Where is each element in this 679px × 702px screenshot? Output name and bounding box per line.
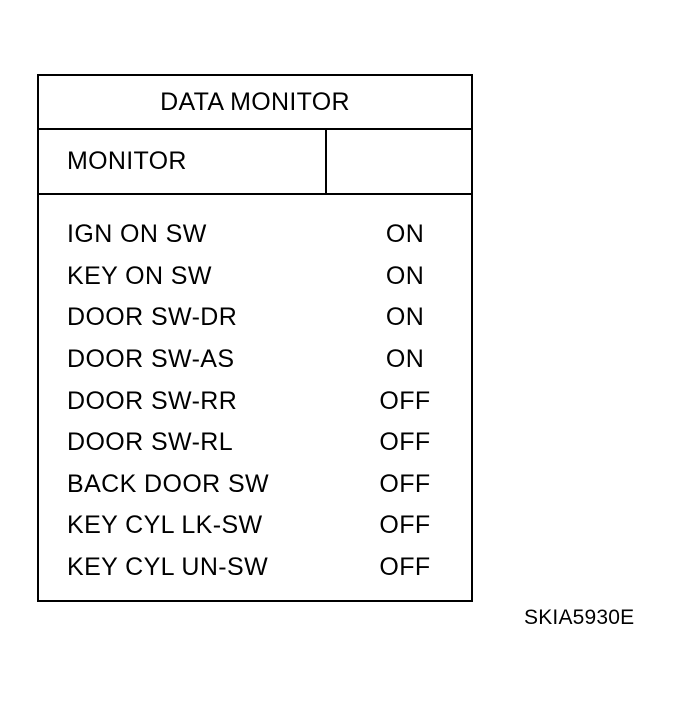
item-label: DOOR SW-DR: [67, 303, 238, 332]
item-value: ON: [385, 345, 425, 374]
monitor-item-door-sw-rr: [39, 380, 471, 422]
monitor-item-key-cyl-un-sw: [39, 547, 471, 589]
monitor-item-ign-on-sw: [39, 214, 471, 256]
item-value: OFF: [379, 469, 431, 498]
monitor-header-value: [327, 130, 471, 193]
item-value: ON: [385, 261, 425, 290]
item-label: DOOR SW-RR: [67, 386, 238, 415]
item-label: KEY CYL UN-SW: [67, 553, 269, 582]
panel-title: DATA MONITOR: [39, 76, 471, 130]
item-label: DOOR SW-AS: [67, 345, 235, 374]
monitor-item-key-on-sw: [39, 256, 471, 298]
item-label: IGN ON SW: [67, 220, 207, 249]
monitor-item-door-sw-as: [39, 339, 471, 381]
monitor-item-back-door-sw: [39, 464, 471, 506]
item-value: ON: [385, 220, 425, 249]
monitor-item-door-sw-rl: [39, 422, 471, 464]
monitor-header-row: [39, 130, 471, 195]
item-value: OFF: [379, 386, 431, 415]
item-label: DOOR SW-RL: [67, 428, 234, 457]
item-label: KEY CYL LK-SW: [67, 511, 263, 540]
item-label: BACK DOOR SW: [67, 469, 270, 498]
item-value: OFF: [379, 511, 431, 540]
item-value: ON: [385, 303, 425, 332]
item-value: OFF: [379, 428, 431, 457]
figure-code: SKIA5930E: [524, 606, 635, 629]
monitor-item-key-cyl-lk-sw: [39, 505, 471, 547]
data-monitor-panel: [37, 74, 473, 602]
item-value: OFF: [379, 553, 431, 582]
monitor-item-list: [39, 195, 471, 588]
monitor-item-door-sw-dr: [39, 297, 471, 339]
monitor-header-label: MONITOR: [39, 130, 327, 193]
item-label: KEY ON SW: [67, 261, 212, 290]
